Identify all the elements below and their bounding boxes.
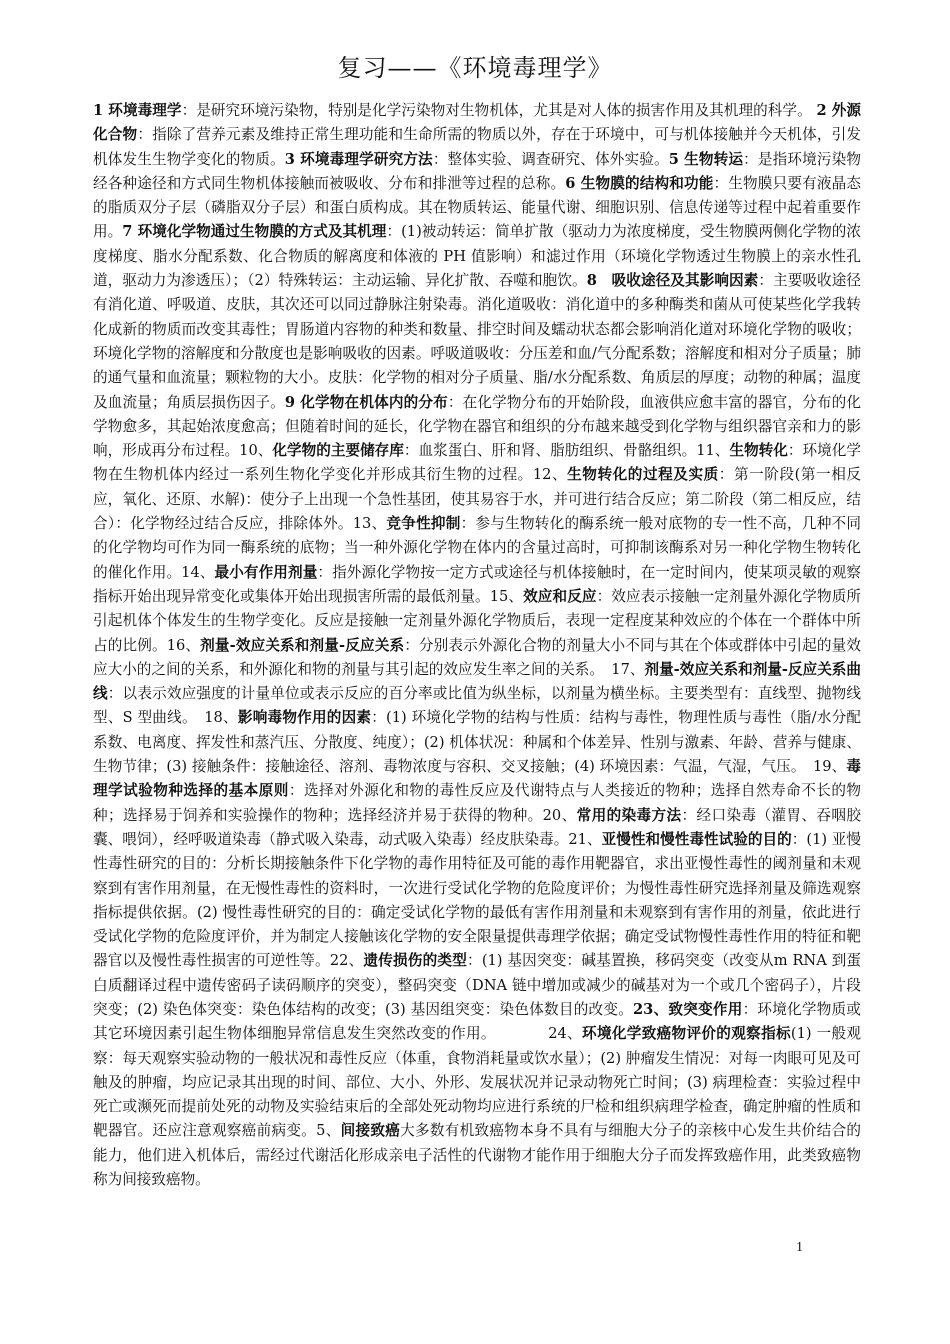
- body-segment: ：主要吸收途径有消化道、呼吸道、皮肤，其次还可以同过静脉注射染毒。消化道吸收：消化道中的多种酶类和菌从可使某些化学我转化成新的物质而改变其毒性；胃肠道内容物的种类和数量、排空时间及蠕动状态都会影响消化道对环境化学物的吸收；环境化学物的溶解度和分散度也是影响吸收的因素。呼吸道吸收：分压差和血/气分配系数；溶解度和相对分子质量；肺的通气量和血流量；颗粒物的大小。皮肤：化学物的相对分子质量、脂/水分配系数、角质层的厚度；动物的种属；温度及血流量；角质层损伤因子。: [93, 272, 861, 411]
- page-number: 1: [796, 1240, 803, 1255]
- term-heading: 23、致突变作用: [633, 1000, 743, 1018]
- term-heading: 效应和反应: [523, 587, 597, 605]
- term-heading: 3 环境毒理学研究方法: [284, 150, 433, 168]
- body-segment: (1) 一般观察：每天观察实验动物的一般状况和毒性反应（体重，食物消耗量或饮水量）；(2) 肿瘤发生情况：对每一肉眼可见及可触及的肿瘤，均应记录其出现的时间、部位、大小、外形、发展状况并记录动物死亡时间；(3) 病理检查：实验过程中死亡或濒死而提前处死的动物及实验结束后的全部处死动物均应进行系统的尸检和组织病理学检查，确定肿瘤的性质和靶器官。还应注意观察癌前病变。5、: [93, 1025, 861, 1140]
- term-heading: 遗传损伤的类型: [363, 952, 468, 970]
- body-segment: ：指外源化学物按一定方式或途径与机体接触时，在一定时间内，使某项灵敏的观察指标开始出现异常变化或集体开始出现损害所需的最低剂量。15、: [93, 563, 861, 605]
- body-segment: ：(1) 基因突变：碱基置换，移码突变（改变从m RNA 到蛋白质翻译过程中遗传密码子读码顺序的突变），整码突变（DNA 链中增加或减少的碱基对为一个或几个密码子），片段突变；(2) 染色体突变：染色体结构的改变；(3) 基因组突变：染色体数目的改变。: [93, 952, 861, 1018]
- term-heading: 亚慢性和慢性毒性试验的目的: [601, 830, 792, 848]
- body-segment: ：在化学物分布的开始阶段，血液供应愈丰富的器官，分布的化学物愈多，其起始浓度愈高；但随着时间的延长，化学物在器官和组织的分布越来越受到化学物与组织器官亲和力的影响，形成再分布过程。10、: [93, 393, 861, 460]
- body-segment: ：效应表示接触一定剂量外源化学物质所引起机体个体发生的生物学变化。反应是接触一定剂量外源化学物质后，表现一定程度某种效应的个体在一个群体中所占的比例。16、: [93, 587, 861, 654]
- term-heading: 9 化学物在机体内的分布: [284, 393, 448, 411]
- body-segment: ：血浆蛋白、肝和肾、脂肪组织、骨骼组织。11、: [403, 442, 730, 460]
- term-heading: 常用的染毒方法: [576, 806, 682, 824]
- term-heading: 6 生物膜的结构和功能: [565, 174, 714, 192]
- body-segment: ：是研究环境污染物，特别是化学污染物对生物机体，尤其是对人体的损害作用及其机理的科学。: [181, 102, 817, 119]
- body-segment: ：整体实验、调查研究、体外实验。: [432, 150, 669, 168]
- body-segment: ：环境化学物在生物机体内经过一系列生物化学变化并形成其衍生物的过程。12、: [93, 442, 861, 484]
- term-heading: 1 环境毒理学: [93, 102, 182, 119]
- body-segment: ：以表示效应强度的计量单位或表示反应的百分率或比值为纵坐标，以剂量为横坐标。主要类型有：直线型、抛物线型、S 型曲线。 18、: [93, 685, 861, 727]
- term-heading: 环境化学致癌物评价的观察指标: [582, 1025, 791, 1043]
- term-heading: 剂量-效应关系和剂量-反应关系: [200, 636, 405, 654]
- body-segment: ：(1)被动转运：简单扩散（驱动力为浓度梯度，受生物膜两侧化学物的浓度梯度、脂水分配系数、化合物质的解离度和体液的 PH 值影响）和滤过作用（环境化学物透过生物膜上的亲水性孔道，驱动力为渗透压）；（2）特殊转运：主动运输、异化扩散、吞噬和胞饮。: [93, 223, 861, 290]
- body-segment: ：环境化学物质或其它环境因素引起生物体细胞异常信息发生突然改变的作用。 24、: [93, 1000, 861, 1043]
- body-segment: ：第一阶段(第一相反应，氧化、还原、水解)：使分子上出现一个急性基团，使其易容于水，并可进行结合反应；第二阶段（第二相反应，结合）：化学物经过结合反应，排除体外。13、: [93, 466, 861, 533]
- term-heading: 间接致癌: [340, 1122, 401, 1140]
- body-segment: ：分别表示外源化合物的剂量大小不同与其在个体或群体中引起的量效应大小的之间的关系，和外源化和物的剂量与其引起的效应发生率之间的关系。 17、: [93, 636, 861, 678]
- body-segment: ：选择对外源化和物的毒性反应及代谢特点与人类接近的物种；选择自然寿命不长的物种；选择易于饲养和实验操作的物种；选择经济并易于获得的物种。20、: [93, 782, 861, 824]
- document-title: 复习——《环境毒理学》: [337, 54, 613, 82]
- term-heading: 最小有作用剂量: [214, 563, 318, 581]
- body-segment: ：(1) 亚慢性毒性研究的目的：分析长期接触条件下化学物的毒作用特征及可能的毒作用靶器官，求出亚慢性毒性的阈剂量和未观察到有害作用剂量，在无慢性毒性的资料时，一次进行受试化学物的危险度评价；为慢性毒性研究选择剂量及筛选观察指标提供依据。(2) 慢性毒性研究的目的：确定受试化学物的最低有害作用剂量和未观察到有害作用的剂量，依此进行受试化学物的危险度评价，并为制定人接触该化学物的安全限量提供毒理学依据；确定受试物慢性毒性作用的特征和靶器官以及慢性毒性损害的可逆性等。22、: [93, 830, 861, 970]
- term-heading: 竞争性抑制: [386, 515, 461, 533]
- body-segment: ：指除了营养元素及维持正常生理功能和生命所需的物质以外，存在于环境中，可与机体接触并今天机体，引发机体发生生物学变化的物质。: [93, 126, 861, 168]
- term-heading: 7 环境化学物通过生物膜的方式及其机理: [122, 223, 387, 241]
- body-segment: ：(1) 环境化学物的结构与性质：结构与毒性，物理性质与毒性（脂/水分配系数、电离度、挥发性和蒸汽压、分散度、纯度）；(2) 机体状况：种属和个体差异、性别与激素、年龄、营养与健康、生物节律；(3) 接触条件：接触途径、溶剂、毒物浓度与容积、交叉接触；(4) 环境因素：气温，气湿，气压。 19、: [93, 709, 861, 776]
- term-heading: 毒理学试验物种选择的基本原则: [93, 758, 861, 800]
- term-heading: 影响毒物作用的因素: [237, 709, 372, 727]
- document-body: [93, 99, 861, 1192]
- term-heading: 2 外源化合物: [93, 102, 861, 144]
- term-heading: 化学物的主要储存库: [272, 442, 404, 460]
- term-heading: 5 生物转运: [668, 150, 744, 168]
- term-heading: 剂量-效应关系和剂量-反应关系曲线: [93, 660, 861, 703]
- body-segment: ：经口染毒（灌胃、吞咽胶囊、喂饲），经呼吸道染毒（静式吸入染毒，动式吸入染毒）经皮肤染毒。21、: [93, 806, 861, 848]
- term-heading: 生物转化的过程及实质: [567, 466, 719, 484]
- body-segment: 大多数有机致癌物本身不具有与细胞大分子的亲核中心发生共价结合的能力，他们进入机体后，需经过代谢活化形成亲电子活性的代谢物才能作用于细胞大分子而发挥致癌作用，此类致癌物称为间接致癌物。: [93, 1122, 861, 1189]
- term-heading: 生物转化: [729, 442, 788, 460]
- body-segment: ：参与生物转化的酶系统一般对底物的专一性不高，几种不同的化学物均可作为同一酶系统的底物；当一种外源化学物在体内的含量过高时，可抑制该酶系对另一种化学物生物转化的催化作用。14、: [93, 515, 861, 581]
- body-segment: ：生物膜只要有液晶态的脂质双分子层（磷脂双分子层）和蛋白质构成。其在物质转运、能量代谢、细胞识别、信息传递等过程中起着重要作用。: [93, 174, 861, 241]
- term-heading: 8 吸收途径及其影响因素: [586, 272, 759, 290]
- body-segment: ：是指环境污染物经各种途径和方式同生物机体接触而被吸收、分布和排泄等过程的总称。: [93, 150, 861, 192]
